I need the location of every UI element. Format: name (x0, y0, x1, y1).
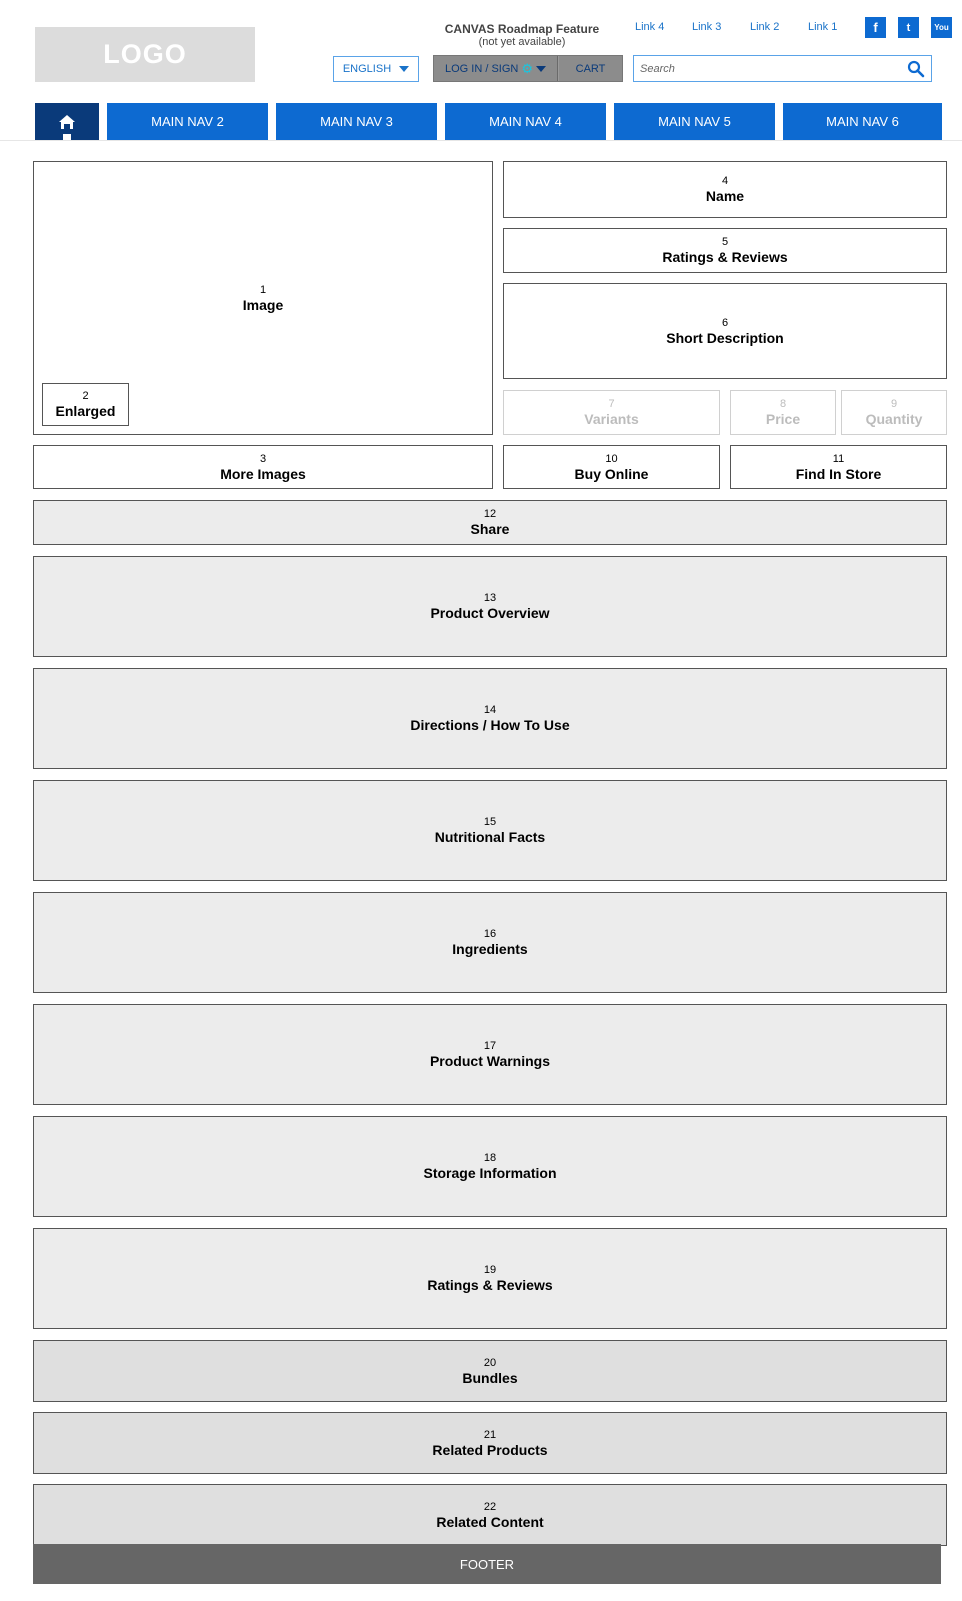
section-number: 3 (259, 452, 267, 465)
section-number: 17 (483, 1040, 497, 1052)
short-description (503, 283, 947, 379)
section-label: Directions / How To Use (410, 717, 570, 733)
search-box (633, 55, 932, 82)
section-label: Related Content (436, 1513, 544, 1530)
section-label: Ratings & Reviews (662, 249, 788, 265)
section-number: 16 (483, 928, 497, 940)
home-icon (35, 103, 99, 140)
bundles-section (33, 1340, 947, 1402)
section-label: Find In Store (795, 465, 882, 482)
chevron-down-icon (536, 66, 546, 72)
section-number: 19 (483, 1264, 497, 1276)
section-number: 2 (82, 390, 89, 402)
section-label: Variants (584, 411, 639, 427)
ratings-reviews-section (33, 1228, 947, 1329)
buy-online-button[interactable] (503, 445, 720, 489)
section-number: 13 (483, 592, 497, 604)
roadmap-notice (437, 23, 607, 49)
section-label: Share (470, 521, 510, 537)
section-label: Short Description (666, 329, 784, 346)
section-label: Storage Information (423, 1165, 557, 1181)
search-icon[interactable] (907, 60, 925, 78)
nav-item-5[interactable]: MAIN NAV 5 (614, 103, 775, 140)
section-label: Bundles (462, 1369, 518, 1386)
section-number: 11 (832, 452, 845, 465)
storage-information-section (33, 1116, 947, 1217)
product-overview-section (33, 556, 947, 657)
language-selector[interactable] (333, 56, 419, 82)
nutritional-facts-section (33, 780, 947, 881)
gear-icon: ⚙ (521, 60, 533, 76)
section-label: Buy Online (574, 465, 649, 482)
roadmap-subtitle: (not yet available) (478, 36, 566, 48)
section-number: 1 (259, 283, 267, 296)
ratings-summary[interactable] (503, 228, 947, 273)
section-number: 22 (483, 1500, 497, 1513)
section-number: 6 (721, 316, 729, 329)
section-number: 7 (608, 398, 615, 410)
product-warnings-section (33, 1004, 947, 1105)
related-products-section (33, 1412, 947, 1474)
section-number: 12 (483, 508, 497, 520)
section-label: Price (765, 411, 801, 427)
login-button[interactable] (434, 56, 558, 81)
nav-item-4[interactable]: MAIN NAV 4 (445, 103, 606, 140)
section-number: 15 (483, 816, 497, 828)
section-label: Quantity (865, 411, 923, 427)
ingredients-section (33, 892, 947, 993)
related-content-section (33, 1484, 947, 1546)
section-label: Enlarged (55, 403, 116, 419)
login-label: LOG IN / SIGN (444, 62, 519, 75)
section-label: Product Warnings (429, 1053, 551, 1069)
section-number: 10 (605, 452, 618, 465)
roadmap-title: CANVAS Roadmap Feature (444, 22, 600, 36)
home-button[interactable] (35, 103, 99, 140)
section-label: Related Products (432, 1441, 548, 1458)
top-link-2[interactable]: Link 2 (750, 21, 780, 33)
logo[interactable]: LOGO (35, 27, 255, 82)
section-number: 8 (779, 398, 787, 410)
section-number: 9 (890, 398, 898, 410)
top-link-1[interactable]: Link 1 (808, 21, 838, 33)
section-label: Name (705, 188, 745, 204)
nav-item-3[interactable]: MAIN NAV 3 (276, 103, 437, 140)
nav-item-2[interactable]: MAIN NAV 2 (107, 103, 268, 140)
chevron-down-icon (399, 66, 409, 72)
quantity-stepper[interactable] (841, 390, 947, 435)
price (730, 390, 836, 435)
nav-item-6[interactable]: MAIN NAV 6 (783, 103, 942, 140)
top-link-4[interactable]: Link 4 (635, 21, 665, 33)
share-bar[interactable] (33, 500, 947, 545)
section-number: 4 (721, 175, 729, 187)
section-label: Ingredients (452, 941, 528, 957)
section-label: More Images (220, 465, 306, 482)
section-label: Image (242, 296, 284, 313)
section-number: 18 (483, 1152, 497, 1164)
footer: FOOTER (33, 1544, 941, 1584)
section-number: 21 (483, 1428, 497, 1441)
section-number: 5 (721, 236, 729, 248)
section-number: 14 (483, 704, 497, 716)
directions-section (33, 668, 947, 769)
twitter-icon[interactable]: t (898, 17, 919, 38)
product-name (503, 161, 947, 218)
find-in-store-button[interactable] (730, 445, 947, 489)
top-link-3[interactable]: Link 3 (692, 21, 722, 33)
language-label: ENGLISH (342, 63, 392, 75)
search-input[interactable] (640, 59, 900, 78)
cart-button[interactable]: CART (558, 56, 622, 81)
account-bar (433, 55, 623, 82)
more-images[interactable] (33, 445, 493, 489)
enlarge-button[interactable] (42, 383, 129, 426)
youtube-icon[interactable]: You (931, 17, 952, 38)
section-label: Product Overview (430, 605, 550, 621)
facebook-icon[interactable]: f (865, 17, 886, 38)
section-label: Ratings & Reviews (427, 1277, 553, 1293)
nav-divider (0, 140, 962, 141)
variants-selector[interactable] (503, 390, 720, 435)
section-number: 20 (483, 1356, 497, 1369)
section-label: Nutritional Facts (434, 829, 546, 845)
